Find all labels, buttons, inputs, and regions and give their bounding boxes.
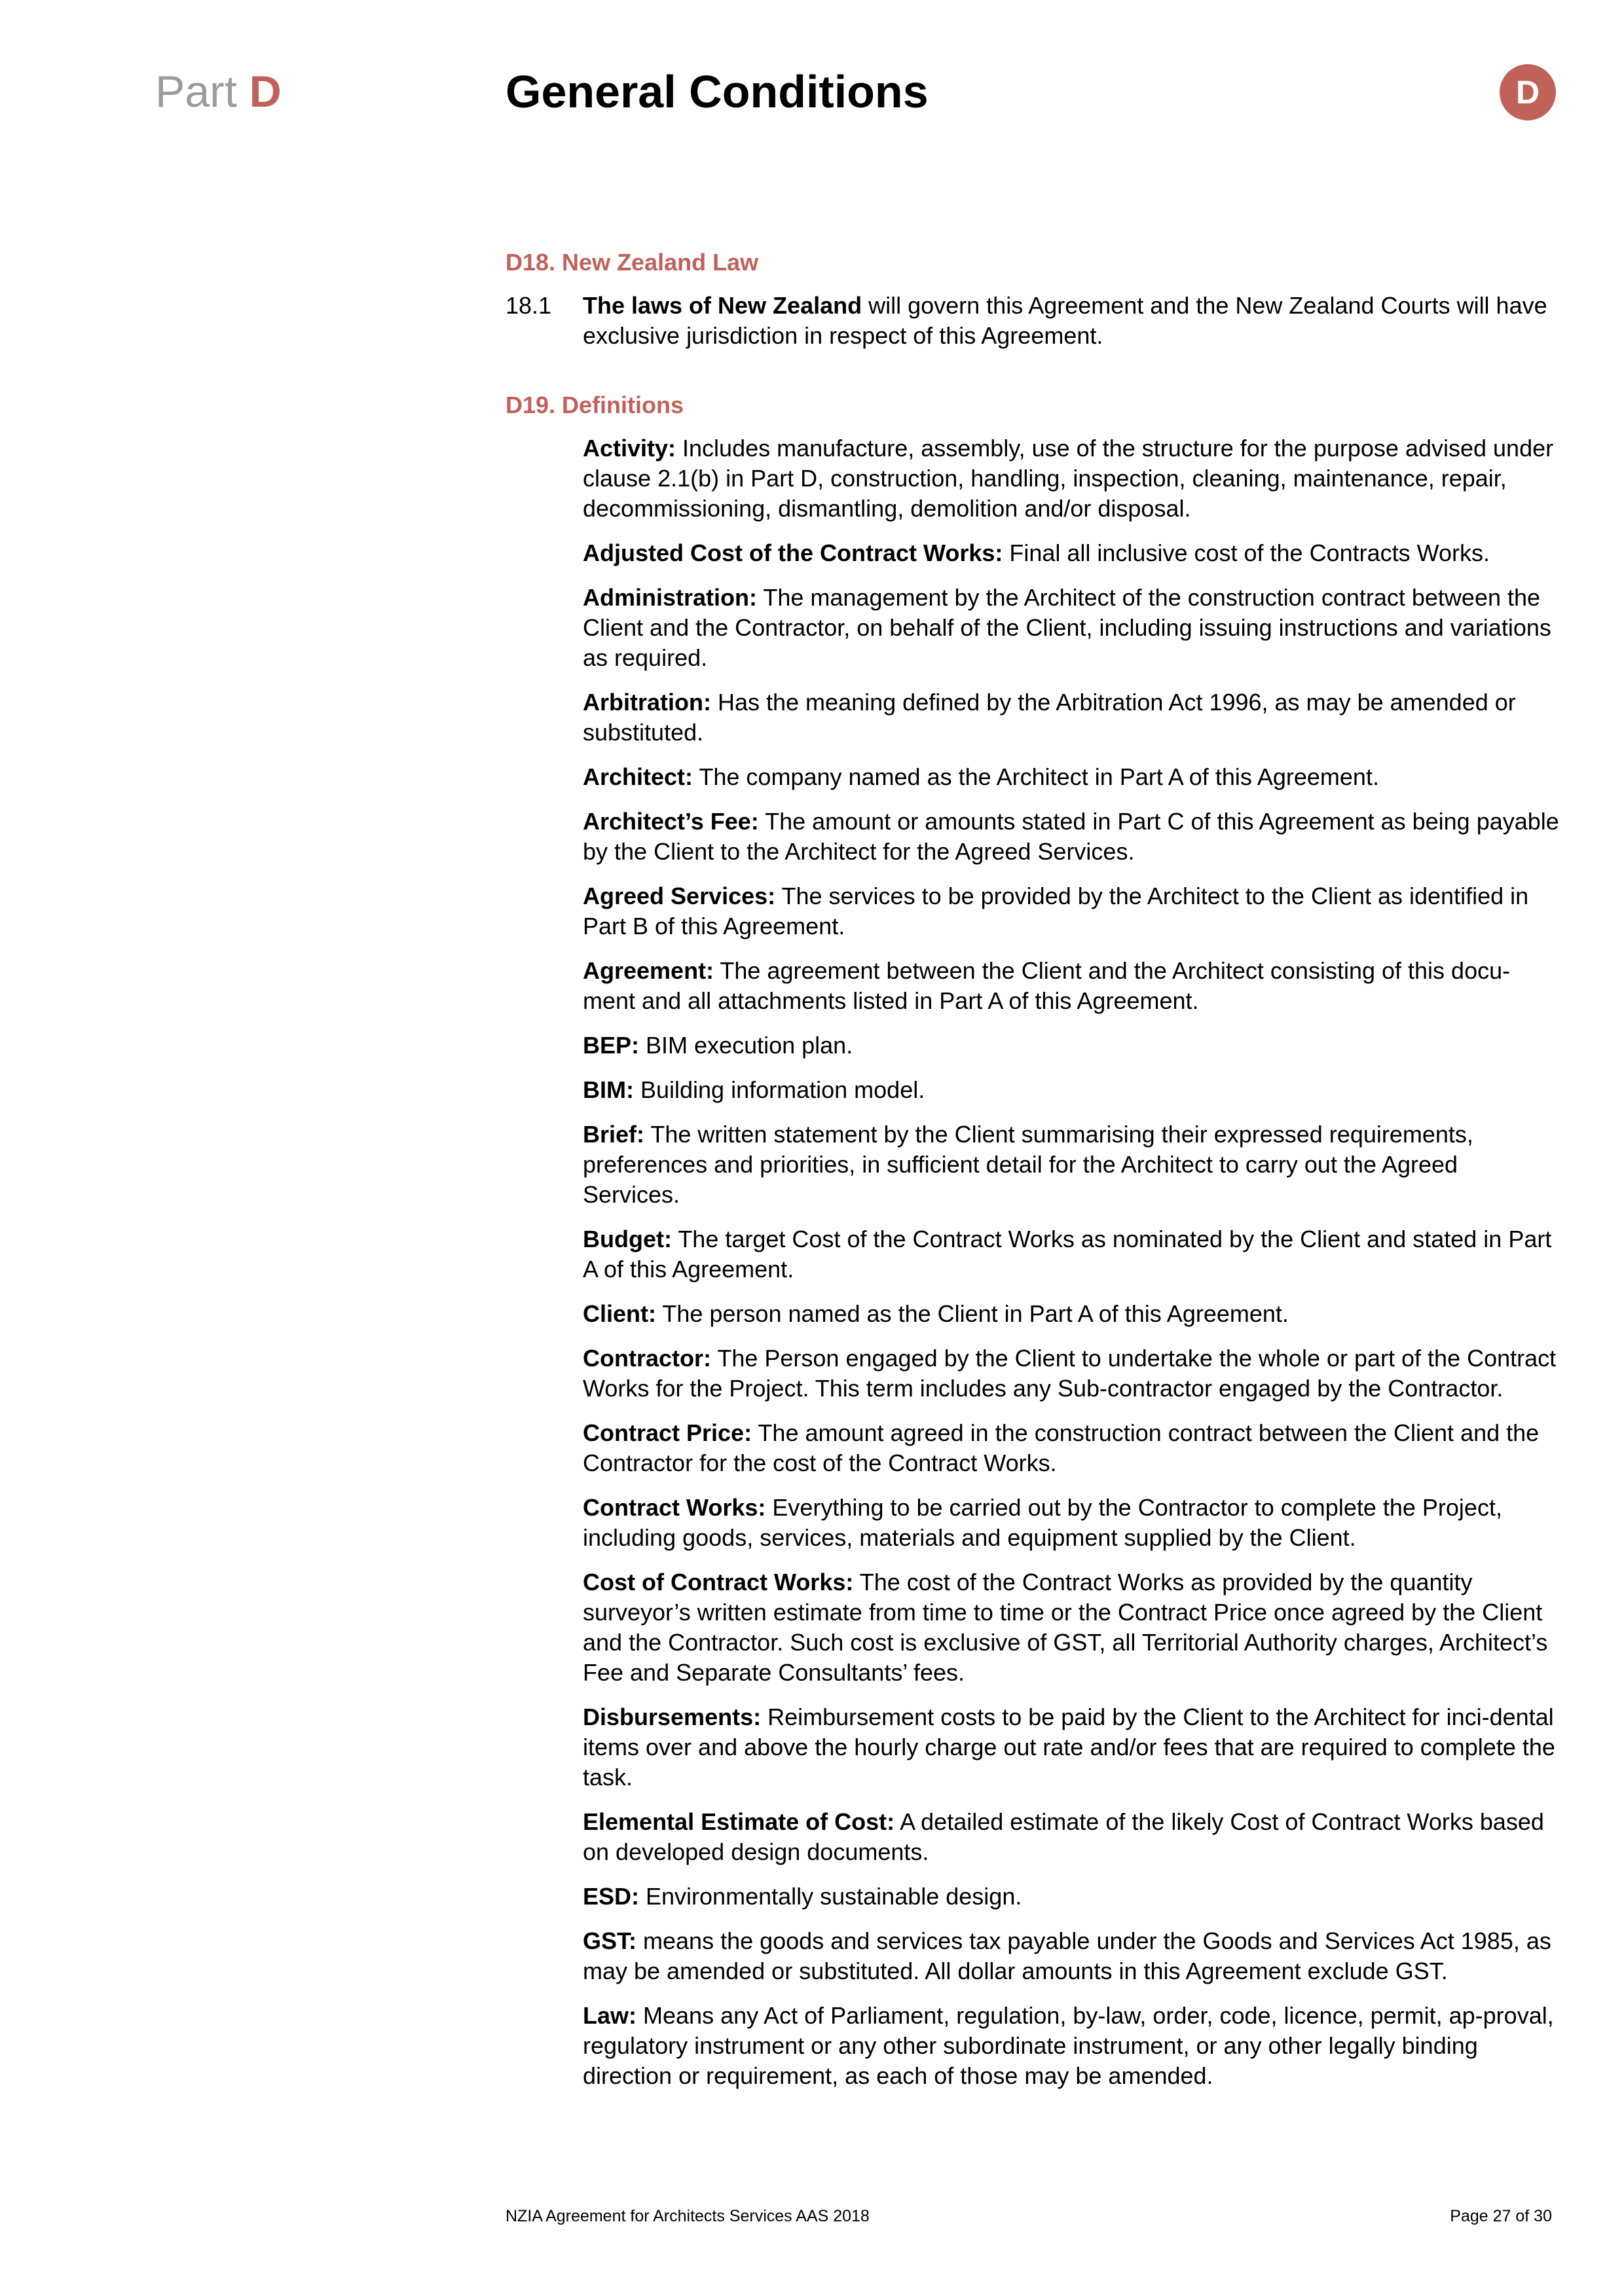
definition-item	[583, 1343, 1560, 1404]
definition-item	[583, 807, 1560, 867]
clause-18-1	[506, 291, 1560, 351]
definition-item	[583, 1702, 1560, 1793]
definitions-list	[583, 433, 1560, 2091]
definition-text: means the goods and services tax payable under the Goods and Services Act 1985, as may be amended or substituted. All dollar amounts in this Agreement exclude GST.	[583, 1927, 1551, 1984]
definition-item	[583, 1807, 1560, 1867]
definition-term: Architect’s Fee:	[583, 808, 759, 835]
definition-item	[583, 1224, 1560, 1285]
definition-term: Architect:	[583, 763, 693, 790]
clause-number: 18.1	[506, 292, 552, 319]
definition-text: Has the meaning defined by the Arbitration Act 1996, as may be amended or substituted.	[583, 689, 1516, 746]
definition-text: The target Cost of the Contract Works as nominated by the Client and stated in Part A of this Agreement.	[583, 1226, 1552, 1283]
definition-item	[583, 1926, 1560, 1986]
definition-item	[583, 881, 1560, 941]
definition-text: Environmentally sustainable design.	[639, 1883, 1022, 1910]
definition-term: Contract Price:	[583, 1419, 752, 1446]
definition-item	[583, 2001, 1560, 2091]
definition-term: Client:	[583, 1300, 656, 1327]
definition-term: Activity:	[583, 435, 676, 462]
definition-term: GST:	[583, 1927, 637, 1954]
definition-item	[583, 1030, 1560, 1061]
definition-term: Budget:	[583, 1226, 672, 1252]
definition-item	[583, 1567, 1560, 1688]
definition-item	[583, 762, 1560, 792]
definition-term: BEP:	[583, 1032, 640, 1059]
definition-item	[583, 583, 1560, 673]
section-heading-d19: D19. Definitions	[506, 392, 684, 418]
definition-item	[583, 1493, 1560, 1553]
definition-term: BIM:	[583, 1076, 634, 1103]
definition-term: Agreement:	[583, 957, 714, 984]
section-heading-d18: D18. New Zealand Law	[506, 249, 759, 276]
definition-term: Contractor:	[583, 1345, 711, 1372]
definition-text: Reimbursement costs to be paid by the Client to the Architect for inci-dental items over and above the hourly charge out rate and/or fees that are required to complete the task.	[583, 1704, 1555, 1791]
definition-item	[583, 1120, 1560, 1210]
definition-item	[583, 538, 1560, 568]
definition-text: The written statement by the Client summarising their expressed requirements, preferences and priorities, in sufficient detail for the Architect to carry out the Agreed Services.	[583, 1121, 1473, 1208]
definition-term: Law:	[583, 2002, 637, 2029]
definition-text: Means any Act of Parliament, regulation, by-law, order, code, licence, permit, ap-proval, regulatory instrument or any other subordinate instrument, or any other legally binding direction or requirement, as each of those may be amended.	[583, 2002, 1554, 2089]
definition-term: Cost of Contract Works:	[583, 1569, 854, 1595]
definition-text: Building information model.	[633, 1076, 925, 1103]
definition-item	[583, 433, 1560, 524]
definition-text: A detailed estimate of the likely Cost of Contract Works based on developed design documents.	[583, 1808, 1544, 1865]
definition-term: Disbursements:	[583, 1704, 762, 1730]
definition-text: The amount or amounts stated in Part C of this Agreement as being payable by the Client to the Architect for the Agreed Services.	[583, 808, 1559, 865]
definition-term: Administration:	[583, 584, 757, 611]
clause-body: will govern this Agreement and the New Zealand Courts will have exclusive jurisdiction in respect of this Agreement.	[583, 292, 1547, 349]
definition-text: The management by the Architect of the construction contract between the Client and the Contractor, on behalf of the Client, including issuing instructions and variations as required.	[583, 584, 1551, 671]
footer-page-number: Page 27 of 30	[1450, 2207, 1552, 2225]
definition-term: Contract Works:	[583, 1494, 766, 1521]
definition-term: ESD:	[583, 1883, 640, 1910]
definition-text: The company named as the Architect in Part A of this Agreement.	[693, 763, 1379, 790]
definition-term: Adjusted Cost of the Contract Works:	[583, 539, 1003, 566]
definition-text: The person named as the Client in Part A of this Agreement.	[656, 1300, 1289, 1327]
definition-term: Elemental Estimate of Cost:	[583, 1808, 895, 1835]
definition-item	[583, 687, 1560, 748]
definition-text: The agreement between the Client and the Architect consisting of this docu-ment and all attachments listed in Part A of this Agreement.	[583, 957, 1511, 1014]
definition-text: The cost of the Contract Works as provided by the quantity surveyor’s written estimate from time to time or the Contract Price once agreed by the Client and the Contractor. Such cost is exclusive of GST, all Territorial Authority charges, Architect’s Fee and Separate Consultants’ fees.	[583, 1569, 1548, 1686]
clause-text	[583, 291, 1560, 351]
definition-text: The amount agreed in the construction contract between the Client and the Contractor for the cost of the Contract Works.	[583, 1419, 1540, 1476]
definition-item	[583, 1418, 1560, 1478]
definition-text: BIM execution plan.	[639, 1032, 853, 1059]
definition-term: Agreed Services:	[583, 883, 776, 909]
definition-text: Everything to be carried out by the Contractor to complete the Project, including goods, services, materials and equipment supplied by the Client.	[583, 1494, 1502, 1551]
part-label	[155, 65, 282, 118]
definition-item	[583, 1882, 1560, 1912]
part-letter: D	[249, 67, 282, 117]
definition-text: Final all inclusive cost of the Contracts Works.	[1003, 539, 1490, 566]
definition-text: The Person engaged by the Client to undertake the whole or part of the Contract Works for the Project. This term includes any Sub-contractor engaged by the Contractor.	[583, 1345, 1557, 1402]
page-title: General Conditions	[506, 66, 929, 117]
footer-document-title: NZIA Agreement for Architects Services AAS 2018	[506, 2207, 870, 2225]
definition-text: The services to be provided by the Architect to the Client as identified in Part B of this Agreement.	[583, 883, 1529, 939]
part-badge: D	[1500, 64, 1556, 120]
definition-item	[583, 956, 1560, 1016]
definition-term: Brief:	[583, 1121, 645, 1148]
definition-term: Arbitration:	[583, 689, 711, 716]
definition-item	[583, 1299, 1560, 1329]
definition-text: Includes manufacture, assembly, use of the structure for the purpose advised under clause 2.1(b) in Part D, construction, handling, inspection, cleaning, maintenance, repair, decommissioning, dismantling, demolition and/or disposal.	[583, 435, 1554, 522]
clause-bold-lead: The laws of New Zealand	[583, 292, 862, 319]
part-word: Part	[155, 67, 237, 117]
definition-item	[583, 1075, 1560, 1105]
document-body	[506, 247, 1560, 2105]
